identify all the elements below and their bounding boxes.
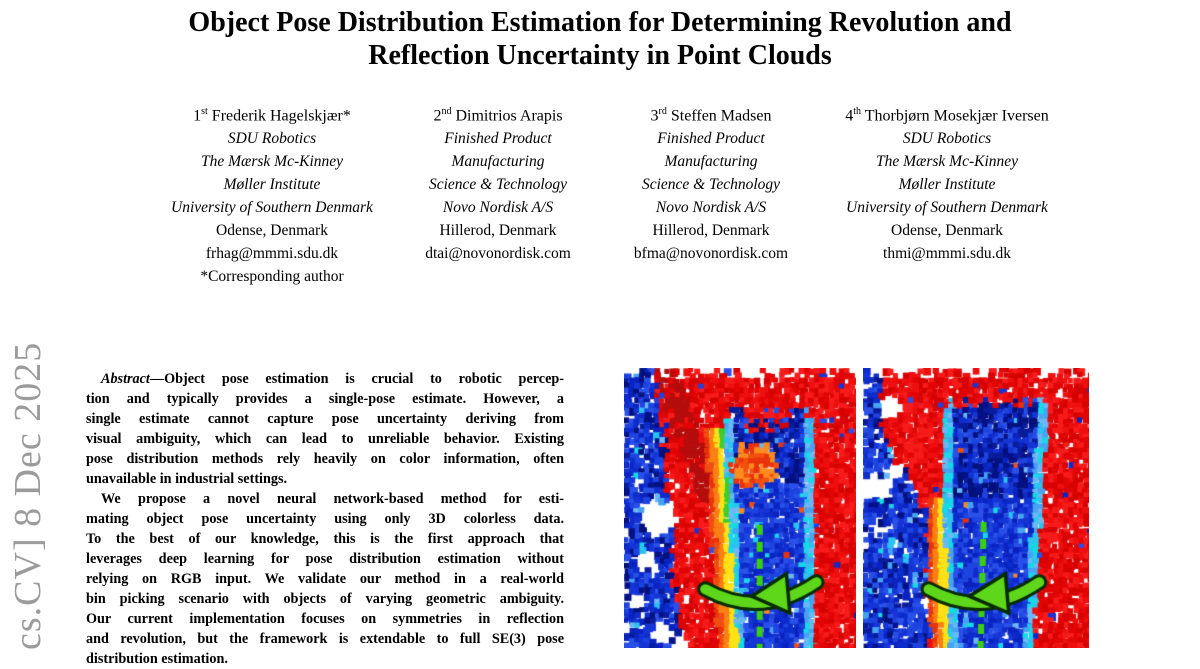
title-line-1: Object Pose Distribution Estimation for Determining Revolution and	[188, 7, 1012, 38]
author-email: frhag@mmmi.sdu.dk	[205, 245, 339, 263]
abstract-line: and revolution, but the framework is extendable to full SE(3) pose	[86, 631, 564, 647]
author-affiliation-line: University of Southern Denmark	[171, 199, 373, 217]
author-affiliation-line: Science & Technology	[641, 176, 781, 194]
author-name: 1st Frederik Hagelskjær*	[193, 106, 351, 125]
abstract-line: distribution estimation.	[86, 651, 228, 667]
abstract-line: We propose a novel neural network-based method for esti-	[101, 491, 564, 507]
abstract-line: unavailable in industrial settings.	[86, 471, 288, 487]
arxiv-stamp: cs.CV] 8 Dec 2025	[7, 341, 49, 650]
abstract-line: leverages deep learning for pose distribution estimation without	[86, 551, 564, 567]
author-affiliation-line: Møller Institute	[898, 176, 996, 194]
abstract-line: tion and typically provides a single-pose estimate. However, a	[86, 391, 564, 407]
abstract-line: To the best of our knowledge, this is the first approach that	[86, 531, 564, 547]
abstract-line: Abstract—Object pose estimation is crucial to robotic percep-	[101, 371, 564, 387]
abstract-line: Our current implementation focuses on symmetries in reflection	[86, 611, 564, 627]
abstract-line: pose distribution methods rely heavily on color information, often	[86, 451, 564, 467]
abstract-line: single estimate cannot capture pose uncertainty deriving from	[86, 411, 564, 427]
ordinal-suffix: nd	[441, 106, 452, 117]
abstract-line: mating object pose uncertainty using only 3D colorless data.	[86, 511, 564, 527]
ordinal-suffix: st	[201, 106, 208, 117]
author-city: Hillerod, Denmark	[652, 222, 770, 240]
author-column-2	[388, 100, 608, 265]
abstract-line: relying on RGB input. We validate our method in a real-world	[86, 571, 564, 587]
author-affiliation-line: SDU Robotics	[902, 130, 992, 148]
title-line-2: Reflection Uncertainty in Point Clouds	[368, 40, 832, 71]
ordinal-suffix: rd	[658, 106, 667, 117]
author-affiliation-line: Science & Technology	[428, 176, 568, 194]
author-affiliation-line: SDU Robotics	[227, 130, 317, 148]
author-column-4	[807, 100, 1087, 265]
author-affiliation-line: The Mærsk Mc-Kinney	[875, 153, 1019, 171]
abstract-label: Abstract	[101, 371, 150, 387]
author-email: bfma@novonordisk.com	[633, 245, 789, 263]
author-city: Odense, Denmark	[891, 222, 1003, 240]
author-name: 3rd Steffen Madsen	[650, 106, 772, 125]
author-city: Hillerod, Denmark	[439, 222, 557, 240]
abstract-line: visual ambiguity, which can lead to unreliable behavior. Existing	[86, 431, 564, 447]
pointcloud-figure-right	[863, 368, 1089, 648]
author-affiliation-line: Finished Product	[657, 130, 765, 148]
author-name: 4th Thorbjørn Mosekjær Iversen	[845, 106, 1049, 125]
author-affiliation-line: Novo Nordisk A/S	[442, 199, 554, 217]
author-affiliation-line: University of Southern Denmark	[846, 199, 1048, 217]
author-affiliation-line: Novo Nordisk A/S	[655, 199, 767, 217]
author-city: Odense, Denmark	[216, 222, 328, 240]
pointcloud-figure-left	[624, 368, 856, 648]
author-column-3	[601, 100, 821, 265]
paper-title	[0, 6, 1200, 72]
author-email: dtai@novonordisk.com	[425, 245, 571, 263]
author-email: thmi@mmmi.sdu.dk	[883, 245, 1011, 263]
ordinal-suffix: th	[853, 106, 862, 117]
corresponding-author-note: *Corresponding author	[200, 268, 344, 286]
author-name: 2nd Dimitrios Arapis	[433, 106, 563, 125]
author-affiliation-line: Manufacturing	[664, 153, 758, 171]
author-affiliation-line: The Mærsk Mc-Kinney	[200, 153, 344, 171]
author-affiliation-line: Finished Product	[444, 130, 552, 148]
author-affiliation-line: Møller Institute	[223, 176, 321, 194]
author-column-1	[142, 100, 402, 288]
abstract-line: bin picking scenario with objects of varying geometric ambiguity.	[86, 591, 564, 607]
author-affiliation-line: Manufacturing	[451, 153, 545, 171]
abstract	[86, 369, 564, 669]
